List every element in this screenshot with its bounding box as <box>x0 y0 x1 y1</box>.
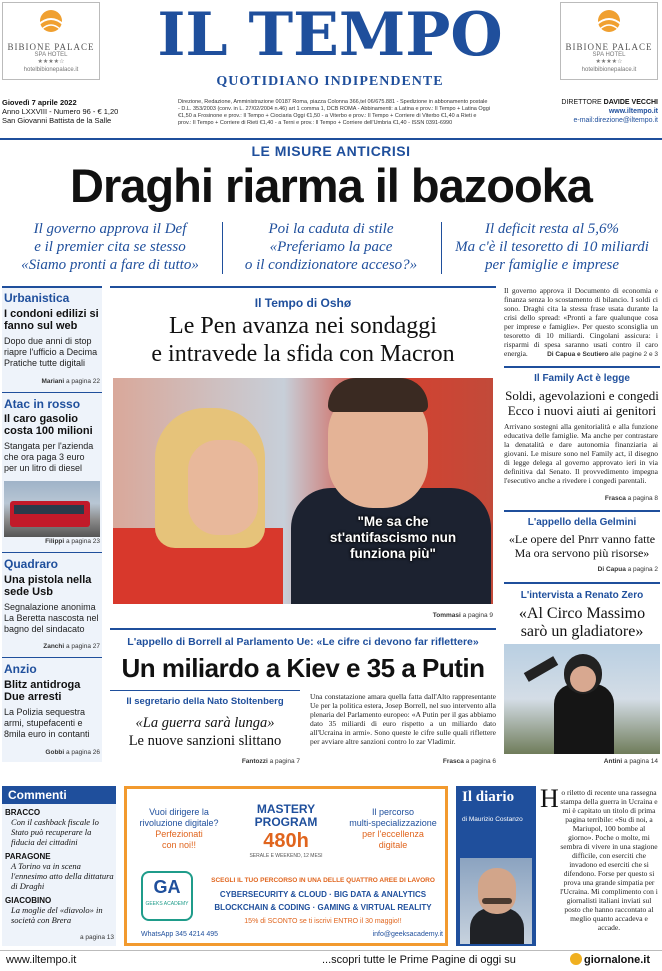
author: Fantozzi <box>241 758 268 765</box>
lead-sub-2-line: o il condizionatore acceso?» <box>244 257 418 273</box>
face <box>478 868 516 914</box>
issue-number: Anno LXXVIII - Numero 96 - € 1,20 <box>2 107 119 116</box>
page-ref: alle pagine 2 e 3 <box>610 351 658 358</box>
page-ref: a pagina 26 <box>66 749 100 756</box>
anzio-ref <box>4 749 100 756</box>
family-headline[interactable] <box>504 388 660 418</box>
ad-email[interactable]: info@geeksacademy.it <box>372 931 443 938</box>
lead-sub-1-line: Il governo approva il Def <box>33 221 187 237</box>
footer-site[interactable]: www.iltempo.it <box>6 954 77 966</box>
urbanistica-head[interactable]: I condoni edilizi si fanno sul web <box>4 308 99 332</box>
page-ref: a pagina 7 <box>269 758 300 765</box>
diario-text: o riletto di recente una rassegna stampa della guerra in Ucraina e mi è capitato un titolo di prima pagina terribile: «Su di noi, a Mariupol, 100 bombe al giorno». Poche o molte, mi sembra di vivere in una stagione difficile, con eserciti che invadono ed eserciti che si difendono. Forse per questo si prova una grande simpatia per l'Ucraina. Mi complimento con i giornalisti italiani inviati sul posto che hanno raccontato al meglio quanto accadeva e accade. <box>560 788 658 932</box>
comment-author: BRACCO <box>5 808 41 817</box>
family-headline-line: Soldi, agevolazioni e congedi <box>505 388 659 403</box>
geeks-logo-text: GA <box>153 877 181 897</box>
gelmini-kicker: L'appello della Gelmini <box>527 517 637 528</box>
ad-line: MASTERY <box>256 802 316 816</box>
oshø-kicker: Il Tempo di Oshø <box>254 296 352 310</box>
diario-author: di Maurizio Costanzo <box>462 816 523 823</box>
lead-sub-1 <box>0 220 220 274</box>
lead-sub-2 <box>222 220 440 274</box>
rule <box>110 690 300 691</box>
ad-line: con noi!! <box>161 840 197 850</box>
ad-center-text <box>231 803 341 859</box>
zero-kicker: L'intervista a Renato Zero <box>520 590 644 601</box>
anzio-body: La Polizia sequestra armi, stupefacenti e 8mila euro in contanti <box>4 707 90 739</box>
director-name: DAVIDE VECCHI <box>603 99 658 106</box>
photo-quote-line: funziona più" <box>350 546 436 561</box>
comment-text: La moglie del «diavolo» in società con Brera <box>11 905 103 925</box>
page-ref: a pagina 8 <box>627 495 658 502</box>
nato-headline-line: Le nuove sanzioni slittano <box>128 733 282 749</box>
moustache <box>482 898 512 904</box>
nato-kicker: Il segretario della Nato Stoltenberg <box>126 696 284 707</box>
family-ref <box>504 495 658 502</box>
comment-item[interactable] <box>5 896 115 925</box>
lead-sub-2-line: «Preferiamo la pace <box>269 239 393 255</box>
atac-body: Stangata per l'azienda che ora paga 3 euro per un litro di diesel <box>4 441 94 473</box>
rule <box>2 657 102 658</box>
ad-line: Il percorso <box>371 807 415 817</box>
comment-text: Con il cashback fiscale lo Stato può recuperare la fiducia dei cittadini <box>11 817 99 847</box>
lead-sub-1-line: e il premier cita se stesso <box>34 239 186 255</box>
section-quadraro: Quadraro <box>4 557 59 571</box>
commenti-title: Commenti <box>2 786 116 804</box>
lead-sub-2-line: Poi la caduta di stile <box>268 221 394 237</box>
lead-sub-3-line: per famiglie e imprese <box>485 257 619 273</box>
family-kicker: Il Family Act è legge <box>534 373 630 384</box>
comment-item[interactable] <box>5 808 115 847</box>
page-ref: a pagina 23 <box>66 538 100 545</box>
urbanistica-ref <box>4 378 100 385</box>
family-headline-line: Ecco i nuovi aiuti ai genitori <box>507 403 657 418</box>
rule <box>504 510 660 512</box>
costanzo-photo <box>460 858 532 944</box>
rule <box>2 552 102 553</box>
ad-stars: ★★★★☆ <box>37 59 65 65</box>
author: Tommasi <box>432 612 461 619</box>
ad-line: 480h <box>263 830 309 852</box>
zero-ref <box>504 758 658 765</box>
ad-name: BIBIONE PALACE <box>7 42 95 52</box>
author: Mariani <box>41 378 65 385</box>
lepen-headline-line: Le Pen avanza nei sondaggi <box>169 313 437 339</box>
borrell-kicker: L'appello di Borrell al Parlamento Ue: «Le cifre ci devono far riflettere» <box>127 636 479 648</box>
zero-headline-line: «Al Circo Massimo <box>518 605 646 622</box>
comment-author: PARAGONE <box>5 852 51 861</box>
author: Antini <box>603 758 623 765</box>
ad-left-text <box>131 807 227 851</box>
page-ref: a pagina 22 <box>66 378 100 385</box>
anzio-head[interactable]: Blitz antidroga Due arresti <box>4 679 81 703</box>
ad-line: Perfezionati <box>155 829 203 839</box>
bus-photo <box>4 481 100 537</box>
masthead-subtitle: QUOTIDIANO INDIPENDENTE <box>216 74 444 89</box>
email-link[interactable]: e-mail:direzione@iltempo.it <box>573 117 658 124</box>
arm <box>524 656 558 682</box>
ad-area-2: BLOCKCHAIN & CODING · GAMING & VIRTUAL REALITY <box>214 903 432 912</box>
ad-geeks-academy[interactable] <box>124 786 448 946</box>
section-anzio: Anzio <box>4 662 37 676</box>
issue-info <box>2 98 172 125</box>
lead-sub-3-line: Il deficit resta al 5,6% <box>484 221 619 237</box>
giornalone-icon <box>570 953 582 965</box>
commenti-ref: a pagina 13 <box>80 934 114 941</box>
ad-bibione-right[interactable] <box>560 2 658 80</box>
face <box>570 666 596 692</box>
author: Frasca <box>442 758 464 765</box>
author: Zanchi <box>43 643 65 650</box>
issue-date: Giovedì 7 aprile 2022 <box>2 98 77 107</box>
author: Frasca <box>604 495 626 502</box>
comment-text: A Torino va in scena l'ennesimo atto della dittatura di Draghi <box>11 861 114 891</box>
lepen-headline[interactable] <box>110 312 496 368</box>
comment-item[interactable] <box>5 852 115 891</box>
nato-ref <box>110 758 300 765</box>
quadraro-body: Segnalazione anonima La Beretta nascosta nel bagno del sindacato <box>4 602 99 634</box>
director-info <box>540 98 658 125</box>
photo-quote <box>293 514 493 562</box>
page-ref: a pagina 9 <box>462 612 493 619</box>
ad-right-text <box>343 807 443 851</box>
def-body: Il governo approva il Documento di economia e finanza senza lo scostamento di bilancio. I soldi ci sono. Draghi cita la stessa frase usata durante la crisi dello spread: «Pronti a fare qualunque cosa per imprese e famiglie». Per questo sconsiglia un tesoretto di 10 miliardi. Cingolani assicura: i risparmi di spesa saranno usati contro il caro energia. <box>504 286 658 358</box>
rule <box>110 628 496 630</box>
diario-initial: H <box>540 784 559 813</box>
renato-zero-photo <box>504 644 660 754</box>
rule <box>2 392 102 393</box>
lepen-headline-line: e intravede la sfida con Macron <box>151 341 455 367</box>
borrell-headline[interactable]: Un miliardo a Kiev e 35 a Putin <box>121 653 485 683</box>
rule <box>504 582 660 584</box>
ad-bibione-left[interactable] <box>2 2 100 80</box>
director-label: DIRETTORE <box>561 99 602 106</box>
ad-url: hotelbibionepalace.it <box>581 67 637 73</box>
bibione-logo-icon <box>32 7 70 37</box>
rule <box>110 286 496 288</box>
photo-ref <box>110 612 493 619</box>
ad-discount: 15% di SCONTO se ti iscrivi ENTRO il 30 maggio!! <box>244 918 402 925</box>
zero-headline[interactable] <box>504 605 660 641</box>
page-ref: a pagina 6 <box>465 758 496 765</box>
author: Di Capua <box>597 566 626 573</box>
photo-quote-line: st'antifascismo nun <box>329 530 457 545</box>
top-rule <box>0 138 662 140</box>
bibione-logo-icon <box>590 7 628 37</box>
nato-headline[interactable] <box>110 714 300 750</box>
comment-author: GIACOBINO <box>5 896 52 905</box>
page-ref: a pagina 14 <box>624 758 658 765</box>
zero-headline-line: sarò un gladiatore» <box>520 623 644 640</box>
section-urbanistica: Urbanistica <box>4 291 70 305</box>
def-ref <box>504 351 658 358</box>
jacket <box>554 684 614 754</box>
admin-info: Direzione, Redazione, Amministrazione 00187 Roma, piazza Colonna 366,tel 06/675.881 - Spedizione in abbonamento postale - D.L. 353/2003 (conv. in L. 27/02/2004 n.46) art 1 comma 1, DCB ROMA - Abbinamenti: a Latina e prov.: Il Tempo + Latina Oggi €1,50 a Frosinone e prov.: Il Tempo + Ciociaria Oggi €1,50 - a Viterbo e prov.: Il Tempo + Corriere di Viterbo €1,40 a Rieti e prov.: Il Tempo + Corriere di Rieti €1,40 - a Terni e prov.: Il Tempo + Corriere dell'Umbria €1,40 - ISSN 0391-6990 <box>178 99 490 126</box>
lead-sub-3 <box>442 220 662 274</box>
atac-ref <box>4 538 100 545</box>
commenti-list <box>5 808 115 925</box>
lead-headline[interactable]: Draghi riarma il bazooka <box>70 159 592 212</box>
page-ref: a pagina 2 <box>627 566 658 573</box>
lead-sub-3-line: Ma c'è il tesoretto di 10 miliardi <box>455 239 649 255</box>
page-ref: a pagina 27 <box>66 643 100 650</box>
ad-sub: SPA HOTEL <box>592 52 626 58</box>
website-link[interactable]: www.iltempo.it <box>608 108 658 115</box>
hair-man <box>328 378 428 412</box>
ad-line: per l'eccellenza <box>362 829 424 839</box>
rule <box>504 366 660 368</box>
borrell-ref <box>310 758 496 765</box>
gelmini-ref <box>504 566 658 573</box>
ad-line: PROGRAM <box>254 815 318 829</box>
ad-choose: SCEGLI IL TUO PERCORSO IN UNA DELLE QUATTRO AREE DI LAVORO <box>211 877 435 884</box>
author: Filippi <box>45 538 65 545</box>
ad-line: SERALE E WEEKEND, 12 MESI <box>249 853 323 859</box>
gelmini-headline-line: Ma ora servono più risorse» <box>514 546 650 560</box>
face-woman <box>188 440 258 535</box>
footer-brand[interactable]: giornalone.it <box>584 954 650 966</box>
ad-line: digitale <box>378 840 408 850</box>
ad-stars: ★★★★☆ <box>595 59 623 65</box>
nato-headline-line: «La guerra sarà lunga» <box>135 715 275 731</box>
ad-whatsapp[interactable]: WhatsApp 345 4214 495 <box>141 931 219 938</box>
ad-name: BIBIONE PALACE <box>565 42 653 52</box>
gelmini-headline-line: «Le opere del Pnrr vanno fatte <box>508 532 656 546</box>
photo-quote-line: "Me sa che <box>357 514 429 529</box>
borrell-body: Una constatazione amara quella fatta dall'Alto rappresentante Ue per la politica estera, Josep Borrell, nel suo intervento alla plenaria del Parlamento europeo: «A Putin per il gas abbiamo dato 35 miliardi di euro rispetto a un miliardo dato all'Ucraina in armi». Sono queste le cifre sulle quali riflettere per avviare altre sanzioni contro lo zar Vladimir. <box>310 692 496 746</box>
geeks-logo-sub: GEEKS ACADEMY <box>145 901 189 907</box>
ad-sub: SPA HOTEL <box>34 52 68 58</box>
geeks-logo <box>141 871 193 921</box>
footer-text: ...scopri tutte le Prime Pagine di oggi su <box>322 954 516 966</box>
lead-sub-1-line: «Siamo pronti a fare di tutto» <box>21 257 199 273</box>
quadraro-head[interactable]: Una pistola nella sede Usb <box>4 574 92 598</box>
author: Gobbi <box>45 749 65 756</box>
macron-photo <box>113 378 493 604</box>
quadraro-ref <box>4 643 100 650</box>
diario-title: Il diario <box>462 789 515 805</box>
ad-area-1: CYBERSECURITY & CLOUD · BIG DATA & ANALYTICS <box>219 890 427 899</box>
family-body: Arrivano sostegni alla genitorialità e alla funzione educativa delle famiglie. Ma anche per contrastare la denatalità e dare autonomia finanziaria ai giovani. Le misure sono nel Family act, il disegno di legge delega al governo approvato ieri in via definitiva dal Senato. Il provvedimento impegna l'esecutivo anche a rivedere i congedi parentali. <box>504 422 658 485</box>
issue-saint: San Giovanni Battista de la Salle <box>2 116 112 125</box>
gelmini-headline[interactable] <box>504 532 660 560</box>
bus-windows <box>14 505 84 514</box>
section-atac: Atac in rosso <box>4 397 81 411</box>
ad-line: multi-specializzazione <box>349 818 437 828</box>
lead-kicker: LE MISURE ANTICRISI <box>251 143 411 159</box>
masthead-title: IL TEMPO <box>157 0 503 70</box>
ad-line: rivoluzione digitale? <box>139 818 219 828</box>
atac-head[interactable]: Il caro gasolio costa 100 milioni <box>4 413 93 437</box>
author: Di Capua e Scutiero <box>547 351 609 358</box>
ad-url: hotelbibionepalace.it <box>23 67 79 73</box>
urbanistica-body: Dopo due anni di stop riapre l'ufficio a Decima Pratiche tutte digitali <box>4 336 98 368</box>
ad-line: Vuoi dirigere la <box>149 807 209 817</box>
